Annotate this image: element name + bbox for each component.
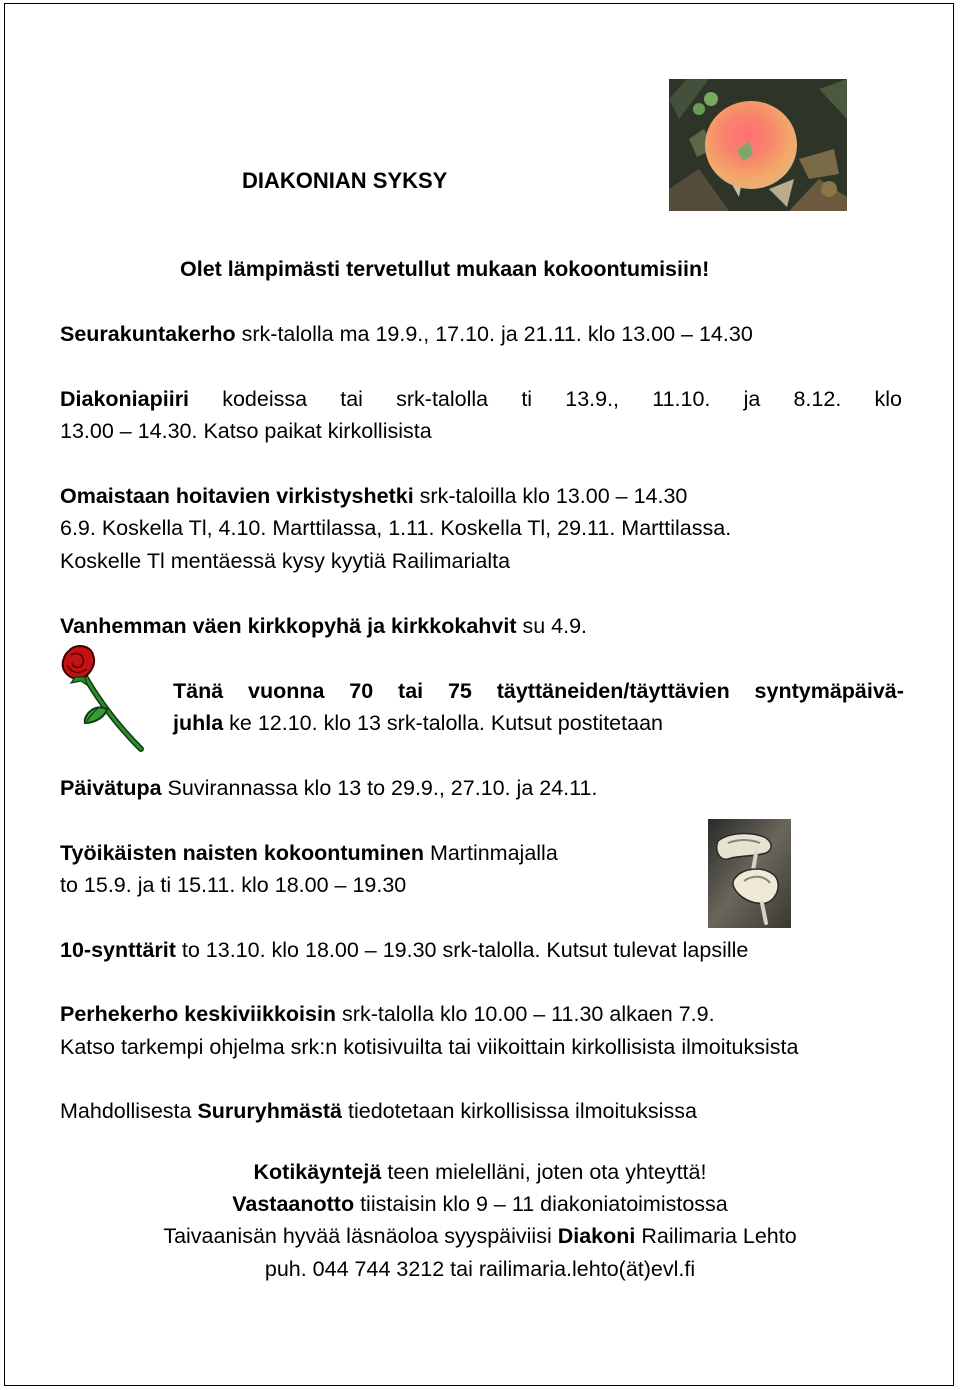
kotikaynteja-line — [0, 1159, 960, 1185]
greeting-pre: Taivaanisän hyvää läsnäoloa syyspäiviisi — [163, 1224, 558, 1248]
synttarit10-line — [60, 937, 748, 963]
vastaanotto-line — [0, 1191, 960, 1217]
synttarijuhla-label: juhla — [173, 711, 224, 735]
diakoniapiiri-word: ti — [521, 387, 533, 411]
diakoniapiiri-word: tai — [340, 387, 363, 411]
seurakuntakerho-label: Seurakuntakerho — [60, 322, 236, 346]
diakoniapiiri-line1 — [60, 386, 902, 412]
synttarijuhla-word: syntymäpäivä- — [754, 679, 904, 703]
sururyhma-post: tiedotetaan kirkollisissa ilmoituksissa — [342, 1099, 697, 1123]
welcome-text: Olet lämpimästi tervetullut mukaan kokoontumisiin! — [180, 257, 710, 281]
kotikaynteja-label: Kotikäyntejä — [253, 1160, 382, 1184]
contact-line: puh. 044 744 3212 tai railimaria.lehto(ät)evl.fi — [264, 1257, 696, 1281]
tyoikaisten-line2: to 15.9. ja ti 15.11. klo 18.00 – 19.30 — [60, 873, 407, 897]
diakoniapiiri-line2: 13.00 – 14.30. Katso paikat kirkollisista — [60, 419, 432, 443]
sururyhma-label: Sururyhmästä — [197, 1099, 343, 1123]
synttarijuhla-details: ke 12.10. klo 13 srk-talolla. Kutsut postitetaan — [223, 711, 663, 735]
diakoniapiiri-word: 8.12. — [793, 387, 842, 411]
diakoniapiiri-word: 11.10. — [652, 387, 711, 411]
perhekerho-details: srk-talolla klo 10.00 – 11.30 alkaen 7.9. — [336, 1002, 715, 1026]
diakoniapiiri-word: srk-talolla — [396, 387, 489, 411]
synttarit10-label: 10-synttärit — [60, 938, 176, 962]
paivatupa-line — [60, 775, 597, 801]
diakoniapiiri-word: kodeissa — [222, 387, 308, 411]
synttarijuhla-line2 — [173, 710, 663, 736]
page-title: DIAKONIAN SYKSY — [242, 168, 448, 193]
kotikaynteja-details: teen mielelläni, joten ota yhteyttä! — [381, 1160, 707, 1184]
perhekerho-line2: Katso tarkempi ohjelma srk:n kotisivuilta tai viikoittain kirkollisista ilmoituksista — [60, 1035, 799, 1059]
tyoikaisten-line1 — [60, 840, 558, 866]
seurakuntakerho-line — [60, 321, 753, 347]
greeting-post: Railimaria Lehto — [635, 1224, 797, 1248]
seurakuntakerho-details: srk-talolla ma 19.9., 17.10. ja 21.11. klo 13.00 – 14.30 — [235, 322, 753, 346]
omaistaan-line3: Koskelle Tl mentäessä kysy kyytiä Railimarialta — [60, 549, 511, 573]
omaistaan-details: srk-taloilla klo 13.00 – 14.30 — [413, 484, 688, 508]
paivatupa-label: Päivätupa — [60, 776, 162, 800]
synttarit10-details: to 13.10. klo 18.00 – 19.30 srk-talolla. Kutsut tulevat lapsille — [175, 938, 749, 962]
shoes-image — [708, 819, 791, 928]
rose-image — [55, 643, 147, 755]
synttarijuhla-word: vuonna — [248, 679, 325, 703]
perhekerho-line1 — [60, 1001, 715, 1027]
vastaanotto-label: Vastaanotto — [232, 1192, 355, 1216]
diakoniapiiri-label: Diakoniapiiri — [60, 387, 190, 411]
sururyhma-pre: Mahdollisesta — [60, 1099, 198, 1123]
tyoikaisten-label: Työikäisten naisten kokoontuminen — [60, 841, 424, 865]
omaistaan-line1 — [60, 483, 687, 509]
omaistaan-label: Omaistaan hoitavien virkistyshetki — [60, 484, 414, 508]
vastaanotto-details: tiistaisin klo 9 – 11 diakoniatoimistossa — [354, 1192, 728, 1216]
diakoniapiiri-word: 13.9., — [565, 387, 620, 411]
greeting-line — [0, 1223, 960, 1249]
synttarijuhla-word: 70 — [349, 679, 374, 703]
synttarijuhla-word: tai — [398, 679, 424, 703]
omaistaan-line2: 6.9. Koskella Tl, 4.10. Marttilassa, 1.11. Koskella Tl, 29.11. Marttilassa. — [60, 516, 732, 540]
perhekerho-label: Perhekerho keskiviikkoisin — [60, 1002, 337, 1026]
greeting-diakoni: Diakoni — [557, 1224, 636, 1248]
synttarijuhla-word: Tänä — [173, 679, 224, 703]
tyoikaisten-details: Martinmajalla — [423, 841, 558, 865]
diakoniapiiri-word: klo — [874, 387, 902, 411]
vanhemman-details: su 4.9. — [516, 614, 588, 638]
sururyhma-line — [60, 1098, 697, 1124]
vanhemman-label: Vanhemman väen kirkkopyhä ja kirkkokahvit — [60, 614, 517, 638]
synttarijuhla-word: 75 — [447, 679, 472, 703]
synttarijuhla-line1 — [173, 678, 904, 704]
synttarijuhla-word: täyttäneiden/täyttävien — [496, 679, 730, 703]
vanhemman-line — [60, 613, 587, 639]
paivatupa-details: Suvirannassa klo 13 to 29.9., 27.10. ja 24.11. — [161, 776, 598, 800]
mushroom-image — [669, 79, 847, 211]
diakoniapiiri-word: ja — [743, 387, 761, 411]
